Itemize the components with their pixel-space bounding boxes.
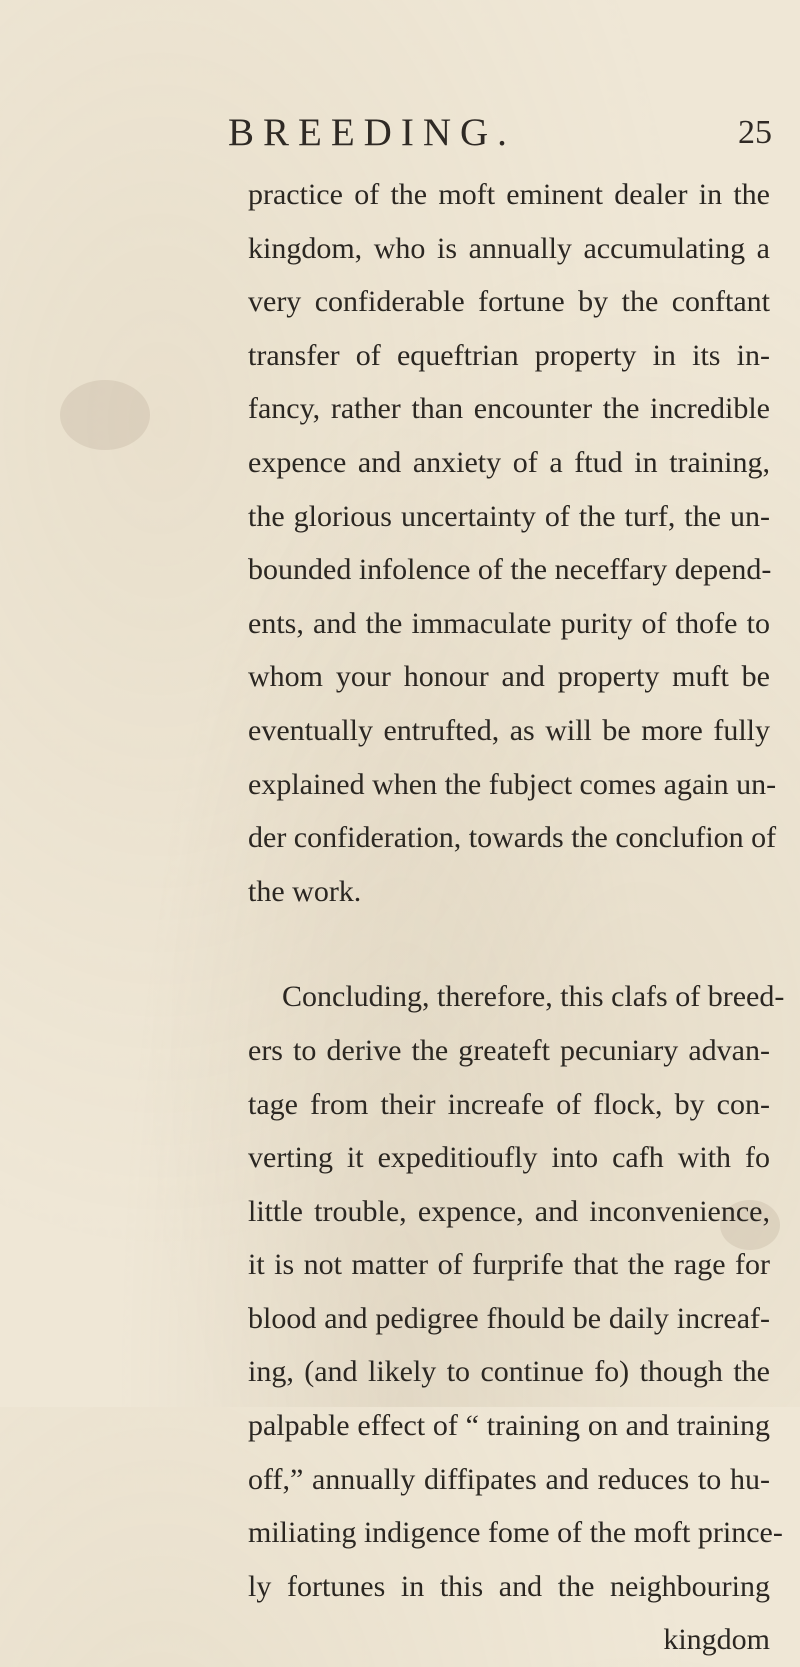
text-line: transfer of equeftrian property in its in- [248, 338, 770, 372]
text-line: der confideration, towards the conclufion of [248, 821, 777, 855]
catchword: kingdom [663, 1623, 770, 1657]
text-line: it is not matter of furprife that the rage for [248, 1248, 770, 1282]
body-text [248, 168, 785, 1667]
text-line: off,” annually diffipates and reduces to hu- [248, 1462, 770, 1496]
text-line: explained when the fubject comes again un- [248, 767, 777, 801]
text-line: expence and anxiety of a ftud in training, [248, 445, 770, 479]
paragraph [248, 168, 777, 918]
text-line: little trouble, expence, and inconvenience, [248, 1194, 770, 1228]
running-title: BREEDING. [228, 111, 516, 154]
text-line: the glorious uncertainty of the turf, the un- [248, 499, 770, 533]
text-line: miliating indigence fome of the moft prince- [248, 1516, 783, 1550]
text-line: ers to derive the greateft pecuniary advan- [248, 1033, 770, 1067]
text-line: fancy, rather than encounter the incredible [248, 392, 770, 426]
text-line: blood and pedigree fhould be daily increaf- [248, 1301, 770, 1335]
text-line: Concluding, therefore, this clafs of breed- [282, 980, 785, 1014]
text-line: whom your honour and property muft be [248, 660, 770, 694]
text-line: tage from their increafe of flock, by con- [248, 1087, 770, 1121]
text-line: verting it expeditioufly into cafh with fo [248, 1141, 770, 1175]
text-line: ing, (and likely to continue fo) though the [248, 1355, 770, 1389]
text-line: the work. [248, 874, 362, 908]
text-line: very confiderable fortune by the conftant [248, 285, 770, 319]
text-line: ly fortunes in this and the neighbouring [248, 1569, 770, 1603]
text-line: practice of the moft eminent dealer in the [248, 178, 770, 211]
running-head [0, 110, 800, 170]
text-line: ents, and the immaculate purity of thofe to [248, 606, 770, 640]
text-line: kingdom, who is annually accumulating a [248, 231, 770, 265]
text-line: bounded infolence of the neceffary depend- [248, 553, 772, 587]
paragraph [248, 970, 785, 1613]
paper-stain [60, 380, 150, 450]
text-line: eventually entrufted, as will be more fully [248, 713, 770, 747]
text-line: palpable effect of “ training on and training [248, 1409, 770, 1443]
page-number: 25 [738, 114, 772, 151]
paragraph-gap [248, 918, 770, 970]
